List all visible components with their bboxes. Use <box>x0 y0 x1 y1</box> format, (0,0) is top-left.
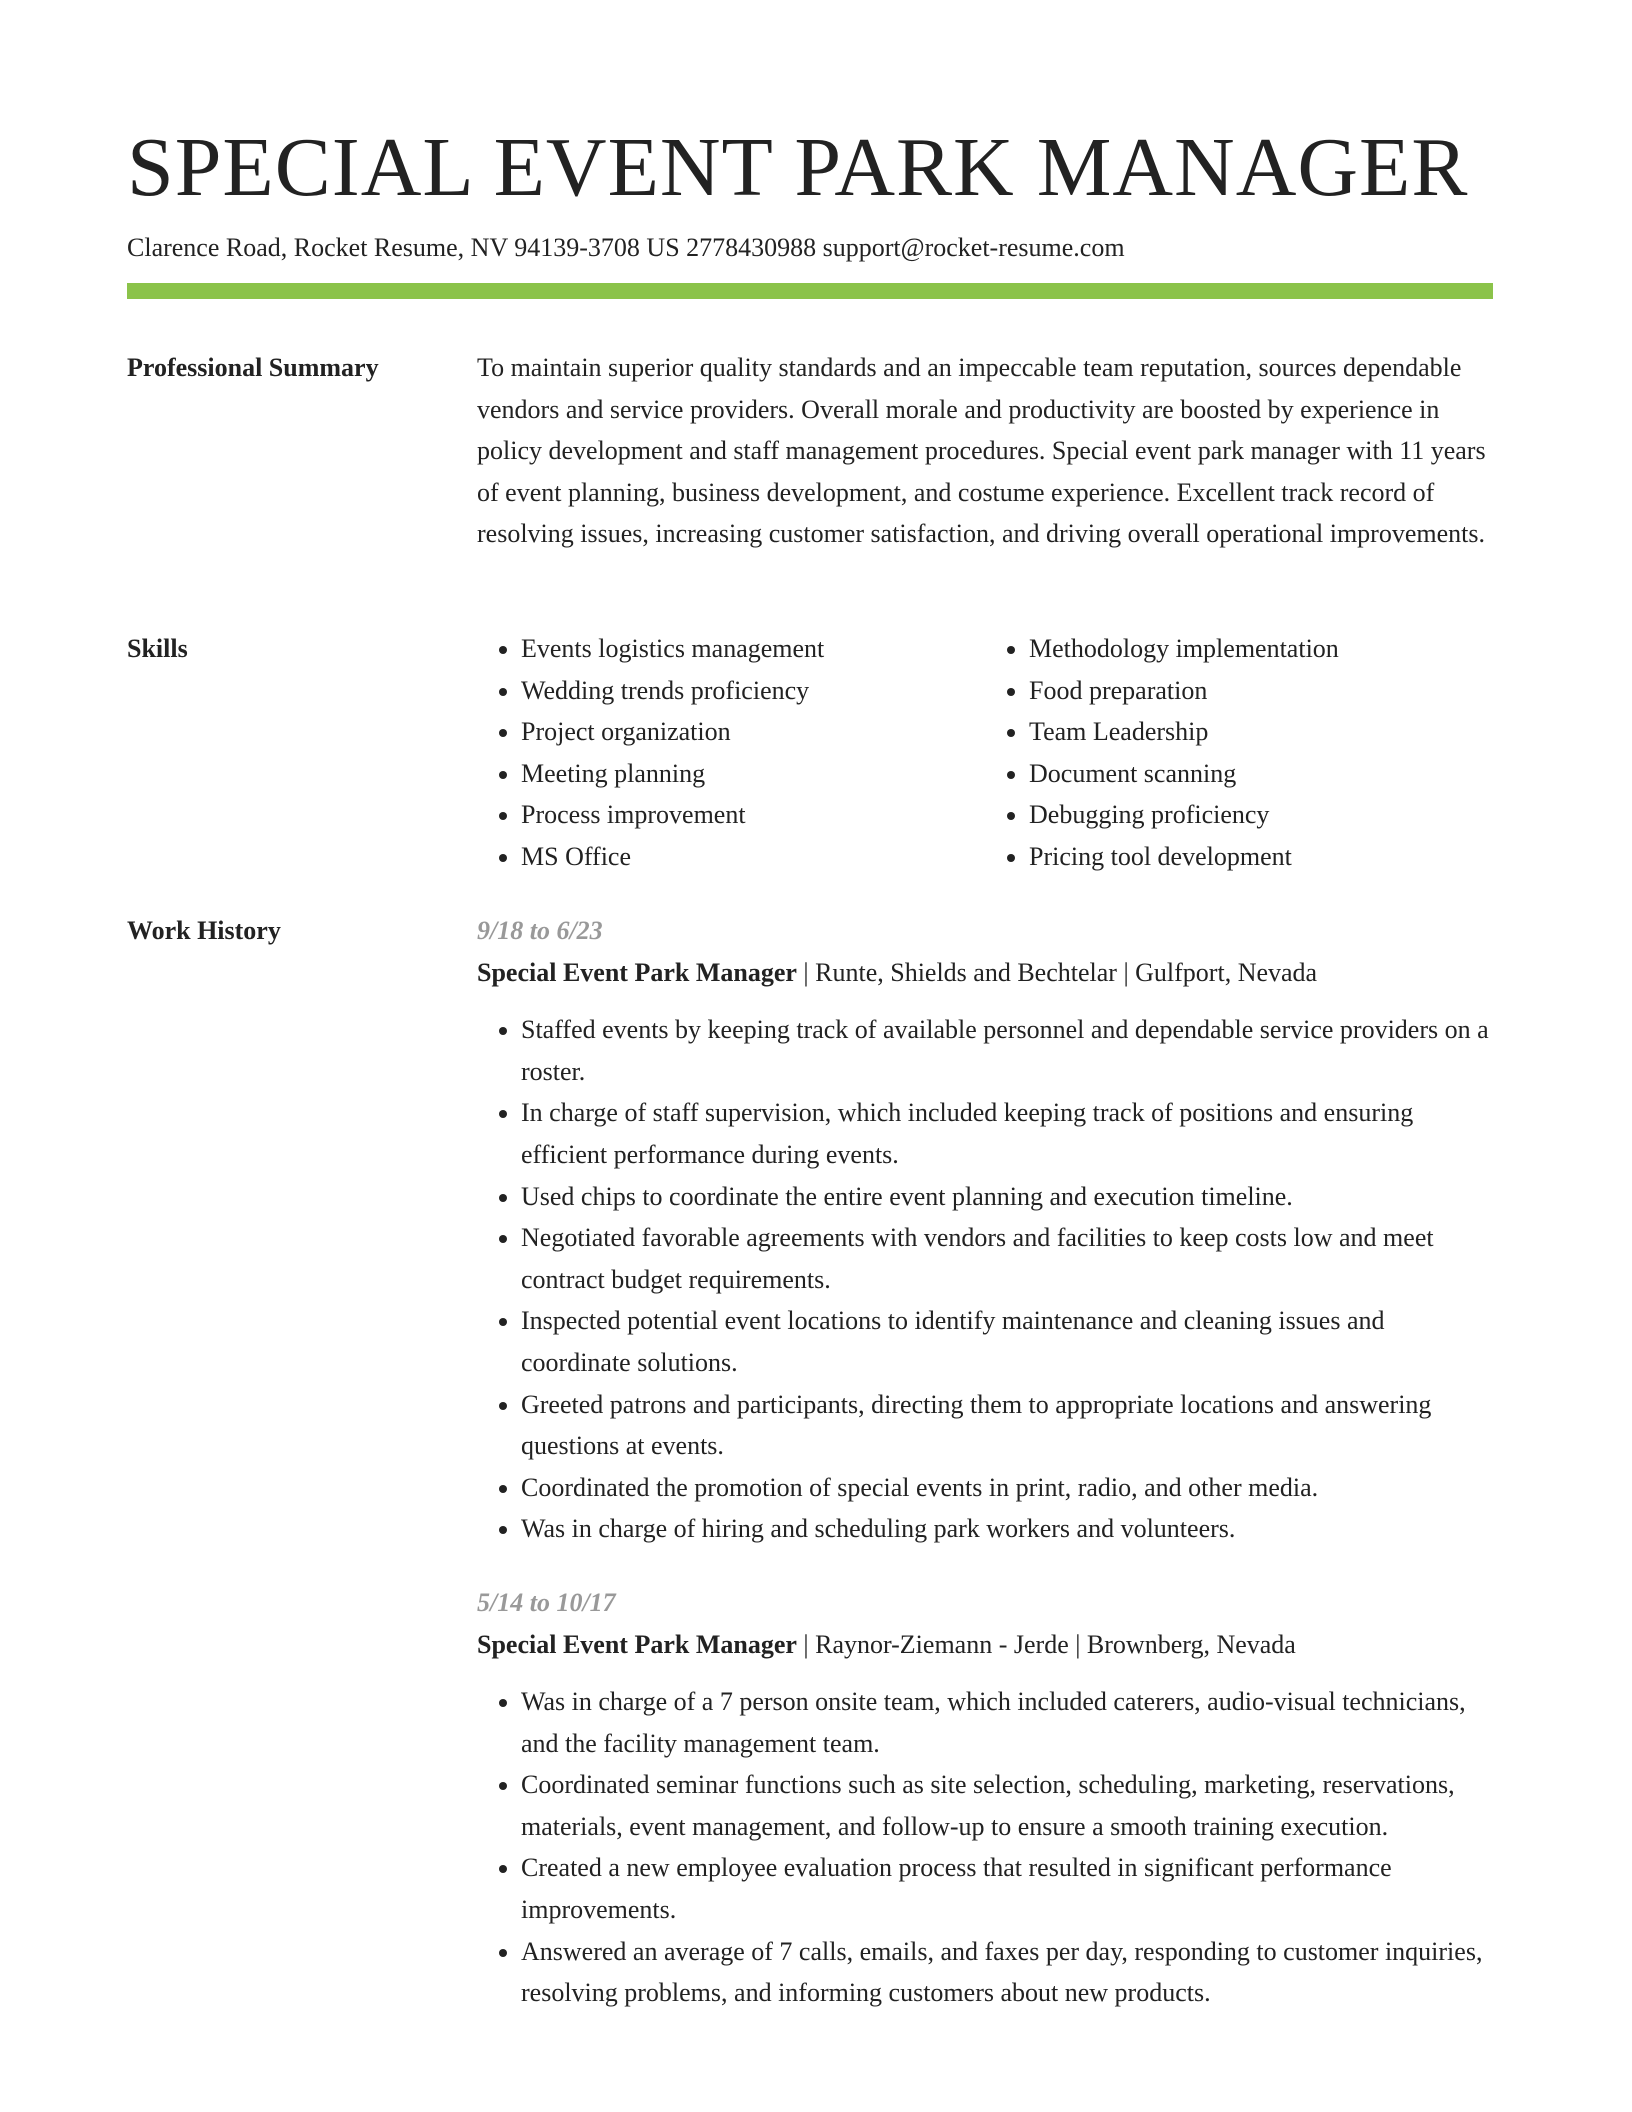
skill-item: • MS Office <box>521 836 985 878</box>
job-title-line <box>477 1624 1493 1666</box>
job-title: Special Event Park Manager <box>477 957 797 987</box>
job-bullet: • Greeted patrons and participants, directing them to appropriate locations and answering questions at events. <box>521 1384 1493 1467</box>
job-bullet: • Coordinated seminar functions such as site selection, scheduling, marketing, reservations, materials, event management, and follow-up to ensure a smooth training execution. <box>521 1764 1493 1847</box>
job-bullet: • Staffed events by keeping track of available personnel and dependable service providers on a roster. <box>521 1009 1493 1092</box>
skills-list-left <box>477 628 985 878</box>
job-dates: 5/14 to 10/17 <box>477 1587 616 1617</box>
job-employer-location: | Runte, Shields and Bechtelar | Gulfport, Nevada <box>796 957 1318 987</box>
job-bullet: • Used chips to coordinate the entire event planning and execution timeline. <box>521 1176 1493 1218</box>
skill-item: • Debugging proficiency <box>1029 794 1493 836</box>
skill-item: • Team Leadership <box>1029 711 1493 753</box>
summary-text: To maintain superior quality standards and an impeccable team reputation, sources dependable vendors and service providers. Overall morale and productivity are boosted by experience in policy development and staff management procedures. Special event park manager with 11 years of event planning, business development, and costume experience. Excellent track record of resolving issues, increasing customer satisfaction, and driving overall operational improvements. <box>477 353 1486 549</box>
work-history-body <box>477 910 1493 2046</box>
skill-item: • Methodology implementation <box>1029 628 1493 670</box>
summary-label: Professional Summary <box>127 353 379 382</box>
job-entry <box>477 910 1493 1550</box>
skill-item: • Food preparation <box>1029 670 1493 712</box>
resume-name-heading: SPECIAL EVENT PARK MANAGER <box>127 121 1469 214</box>
job-entry <box>477 1582 1493 2014</box>
job-bullet: • Created a new employee evaluation process that resulted in significant performance improvements. <box>521 1847 1493 1930</box>
header-divider <box>127 283 1493 299</box>
skill-item: • Document scanning <box>1029 753 1493 795</box>
skill-item: • Wedding trends proficiency <box>521 670 985 712</box>
job-bullet: • Coordinated the promotion of special events in print, radio, and other media. <box>521 1467 1493 1509</box>
job-bullet: • Negotiated favorable agreements with vendors and facilities to keep costs low and meet contract budget requirements. <box>521 1217 1493 1300</box>
work-history-label: Work History <box>127 916 281 945</box>
job-title: Special Event Park Manager <box>477 1629 797 1659</box>
job-bullet: • In charge of staff supervision, which included keeping track of positions and ensuring efficient performance during events. <box>521 1092 1493 1175</box>
job-bullet-list <box>477 1009 1493 1550</box>
skill-item: • Project organization <box>521 711 985 753</box>
skill-item: • Pricing tool development <box>1029 836 1493 878</box>
job-dates: 9/18 to 6/23 <box>477 916 603 945</box>
skill-item: • Process improvement <box>521 794 985 836</box>
contact-info: Clarence Road, Rocket Resume, NV 94139-3708 US 2778430988 support@rocket-resume.com <box>127 233 1125 262</box>
skills-columns <box>477 628 1493 878</box>
skill-item: • Events logistics management <box>521 628 985 670</box>
job-employer-location: | Raynor-Ziemann - Jerde | Brownberg, Nevada <box>796 1629 1296 1659</box>
job-bullet: • Was in charge of hiring and scheduling park workers and volunteers. <box>521 1508 1493 1550</box>
summary-body <box>477 347 1493 555</box>
job-bullet: • Answered an average of 7 calls, emails, and faxes per day, responding to customer inquiries, resolving problems, and informing customers about new products. <box>521 1931 1493 2014</box>
job-bullet-list <box>477 1681 1493 2014</box>
job-bullet: • Inspected potential event locations to identify maintenance and cleaning issues and coordinate solutions. <box>521 1300 1493 1383</box>
skills-label: Skills <box>127 634 188 663</box>
job-title-line <box>477 952 1493 994</box>
skill-item: • Meeting planning <box>521 753 985 795</box>
skills-body <box>477 628 1493 878</box>
job-bullet: • Was in charge of a 7 person onsite team, which included caterers, audio-visual technicians, and the facility management team. <box>521 1681 1493 1764</box>
skills-list-right <box>985 628 1493 878</box>
